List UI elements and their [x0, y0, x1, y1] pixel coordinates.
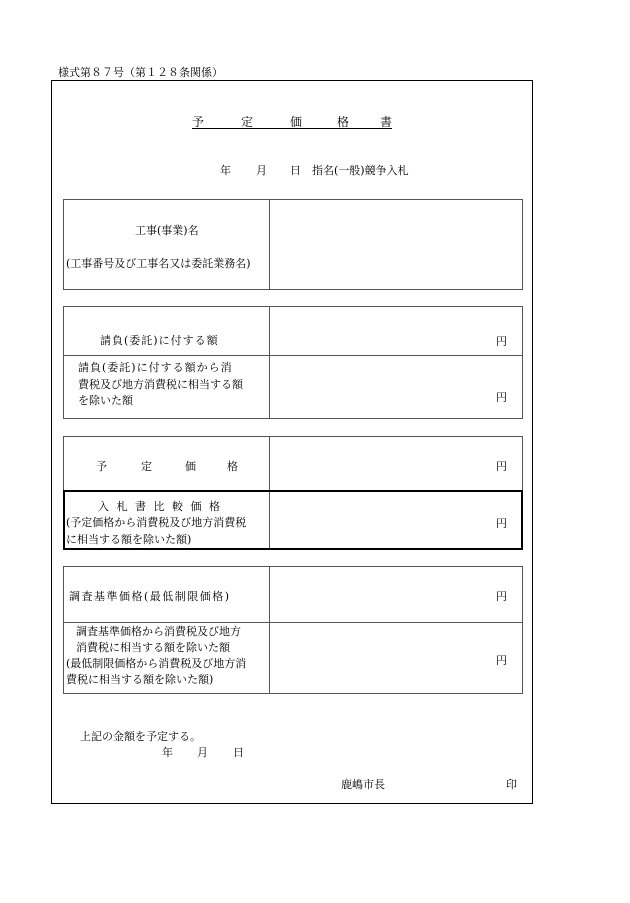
- date-day: 日: [290, 164, 301, 177]
- footer-day: 日: [233, 746, 244, 759]
- date-month: 月: [256, 164, 267, 177]
- title-char-5: 書: [380, 115, 393, 129]
- contract-amount-unit: 円: [496, 335, 507, 348]
- title-underline: [192, 128, 392, 129]
- title-char-1: 予: [192, 115, 205, 129]
- section4-divider-v: [269, 567, 270, 693]
- title-char-3: 価: [290, 115, 303, 129]
- survey-ex-tax-line-1: 調査基準価格から消費税及び地方: [76, 625, 241, 638]
- survey-price-unit: 円: [496, 590, 507, 603]
- bid-comparison-divider: [269, 492, 270, 548]
- contract-amount-ex-tax-label: [78, 360, 243, 410]
- survey-ex-tax-line-3: (最低制限価格から消費税及び地方消: [66, 656, 247, 670]
- section1-divider: [269, 200, 270, 289]
- date-year: 年: [220, 164, 231, 177]
- bid-comparison-sublabel: [66, 515, 246, 548]
- bid-comparison-sub-line-2: に相当する額を除いた額): [66, 532, 192, 546]
- project-name-label: 工事(事業)名: [135, 224, 199, 237]
- survey-ex-tax-label: [66, 624, 246, 688]
- est-char-3: 価: [185, 460, 196, 473]
- est-char-4: 格: [227, 460, 238, 473]
- contract-ex-tax-line-1: 請負(委託)に付する額から消: [78, 361, 233, 374]
- section2-divider-h: [64, 355, 522, 356]
- est-char-1: 予: [96, 460, 107, 473]
- survey-ex-tax-line-2: 消費税に相当する額を除いた額: [76, 640, 230, 654]
- seal-mark: 印: [506, 778, 517, 791]
- survey-ex-tax-line-4: 費税に相当する額を除いた額): [66, 672, 214, 686]
- signer: 鹿嶋市長: [341, 778, 385, 791]
- project-name-value[interactable]: [276, 230, 516, 250]
- estimated-price-label: [96, 458, 242, 474]
- section4-divider-h: [64, 622, 522, 623]
- contract-amount-label: 請負(委託)に付する額: [100, 334, 219, 347]
- bid-comparison-label: 入 札 書 比 較 価 格: [98, 500, 222, 513]
- project-name-sublabel: (工事番号及び工事名又は委託業務名): [66, 257, 251, 270]
- contract-ex-tax-line-3: を除いた額: [78, 394, 133, 407]
- bid-comparison-unit: 円: [496, 517, 507, 530]
- survey-price-label: 調査基準価格(最低制限価格): [69, 590, 231, 603]
- statement: 上記の金額を予定する。: [80, 730, 201, 743]
- section2-divider-v: [269, 307, 270, 418]
- title-char-2: 定: [241, 115, 254, 129]
- survey-ex-tax-unit: 円: [496, 654, 507, 667]
- est-char-2: 定: [141, 460, 152, 473]
- footer-month: 月: [197, 746, 208, 759]
- footer-year: 年: [162, 746, 173, 759]
- form-number: 様式第８７号（第１２８条関係）: [58, 66, 223, 79]
- title-char-4: 格: [337, 115, 350, 129]
- bid-method: 指名(一般)競争入札: [312, 164, 409, 177]
- document-title: [192, 113, 392, 129]
- bid-comparison-sub-line-1: (予定価格から消費税及び地方消費税: [66, 516, 247, 529]
- contract-ex-tax-unit: 円: [496, 391, 507, 404]
- estimated-price-unit: 円: [496, 460, 507, 473]
- contract-ex-tax-line-2: 費税及び地方消費税に相当する額: [78, 377, 243, 391]
